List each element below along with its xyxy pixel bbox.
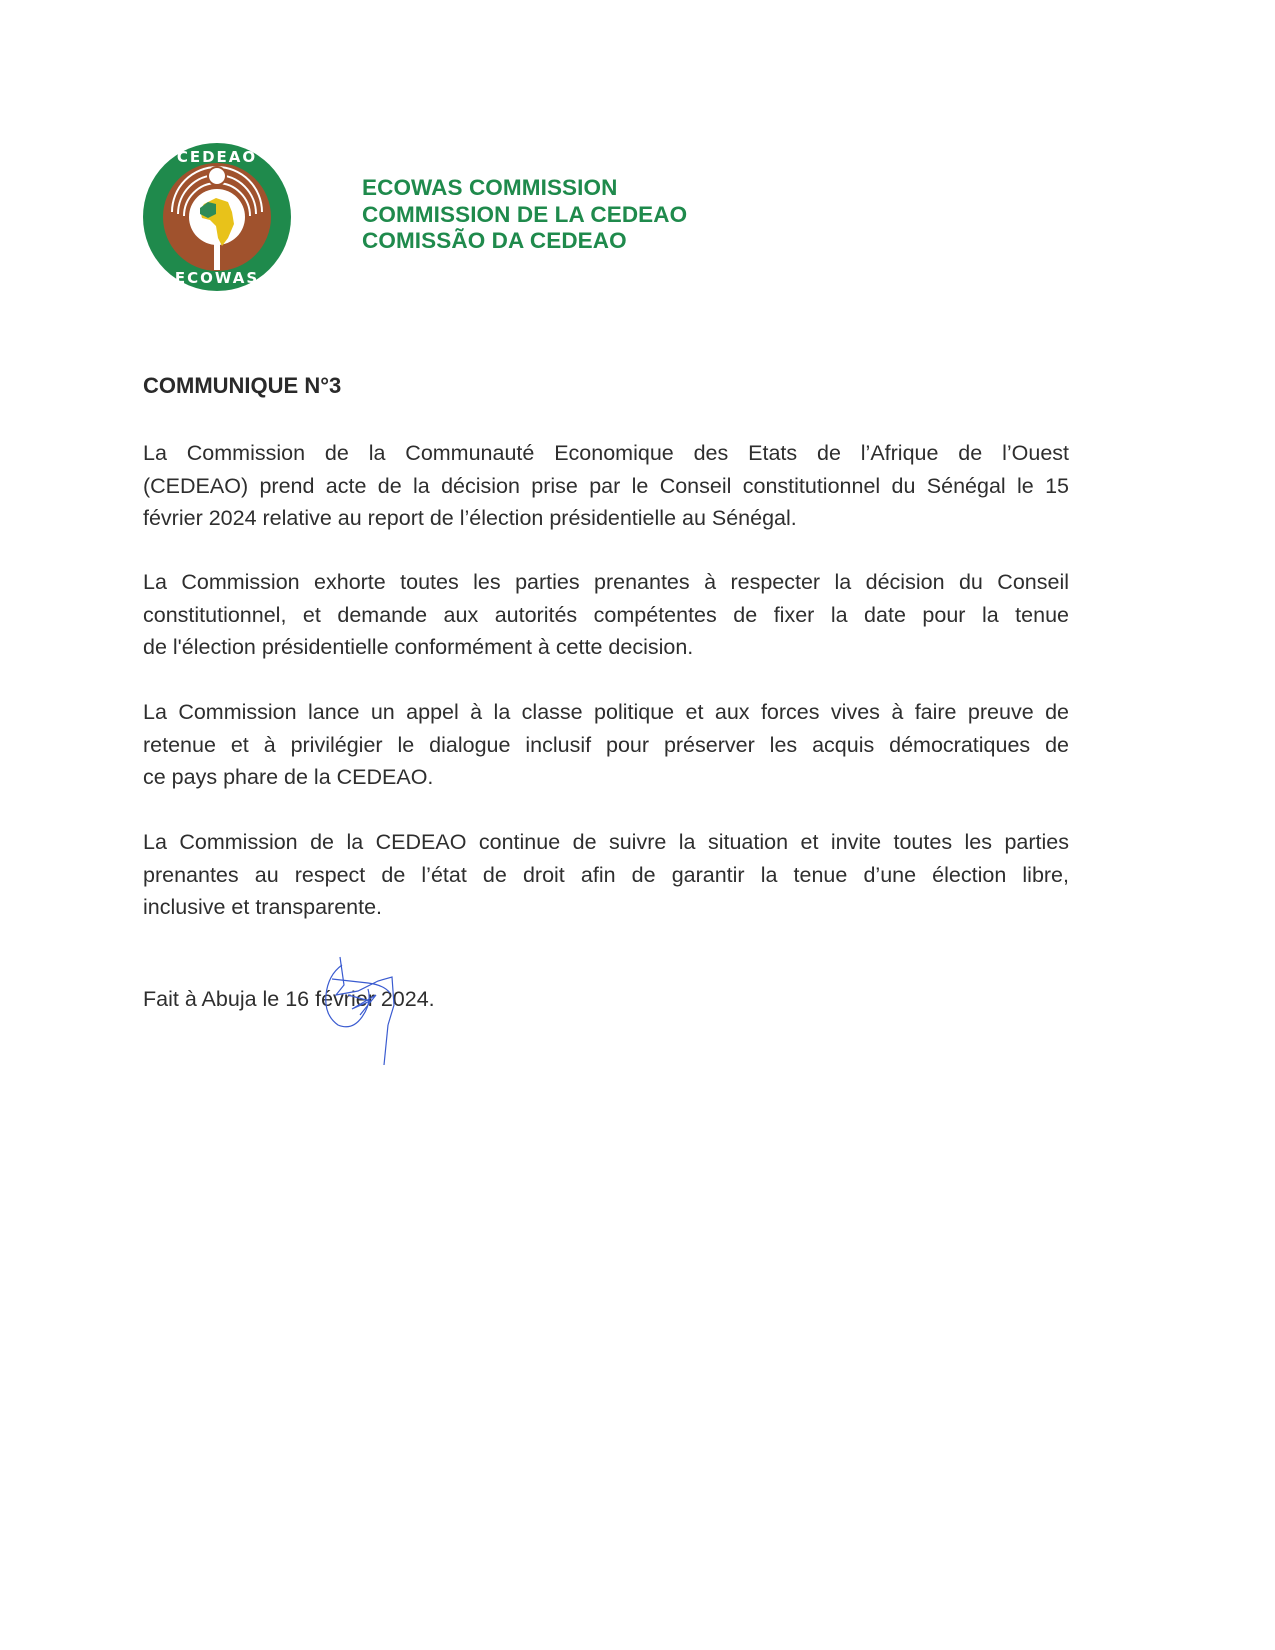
text-line: février 2024 relative au report de l’élection présidentielle au Sénégal. xyxy=(143,506,797,530)
text-line: retenue et à privilégier le dialogue inclusif pour préserver les acquis démocratiques de xyxy=(143,732,1069,757)
text-line: La Commission exhorte toutes les parties prenantes à respecter la décision du Conseil xyxy=(143,570,1069,594)
organization-name xyxy=(362,175,687,255)
svg-text:CEDEAO: CEDEAO xyxy=(176,148,258,166)
text-line: constitutionnel, et demande aux autorités compétentes de fixer la date pour la tenue xyxy=(143,602,1069,627)
paragraph-2 xyxy=(143,566,1069,664)
text-line: de l'élection présidentielle conformément à cette decision. xyxy=(143,635,694,659)
signature xyxy=(318,955,398,1067)
closing-place-date: Fait à Abuja le 16 février 2024. xyxy=(143,987,435,1011)
text-line: ce pays phare de la CEDEAO. xyxy=(143,765,434,789)
org-name-fr: COMMISSION DE LA CEDEAO xyxy=(362,201,688,227)
ecowas-logo xyxy=(142,142,292,292)
text-line: (CEDEAO) prend acte de la décision prise par le Conseil constitutionnel du Sénégal le 15 xyxy=(143,473,1069,498)
org-name-pt: COMISSÃO DA CEDEAO xyxy=(362,228,627,253)
text-line: inclusive et transparente. xyxy=(143,895,383,919)
communique-title: COMMUNIQUE N°3 xyxy=(143,373,342,398)
svg-text:ECOWAS: ECOWAS xyxy=(174,269,260,287)
org-name-en: ECOWAS COMMISSION xyxy=(362,175,618,200)
paragraph-3 xyxy=(143,696,1069,794)
text-line: La Commission de la CEDEAO continue de suivre la situation et invite toutes les parties xyxy=(143,830,1069,854)
text-line: La Commission de la Communauté Economique des Etats de l’Afrique de l’Ouest xyxy=(143,441,1069,465)
paragraph-4 xyxy=(143,826,1069,924)
paragraph-1 xyxy=(143,437,1069,535)
text-line: La Commission lance un appel à la classe politique et aux forces vives à faire preuve de xyxy=(143,700,1069,724)
text-line: prenantes au respect de l’état de droit afin de garantir la tenue d’une élection libre, xyxy=(143,862,1069,887)
